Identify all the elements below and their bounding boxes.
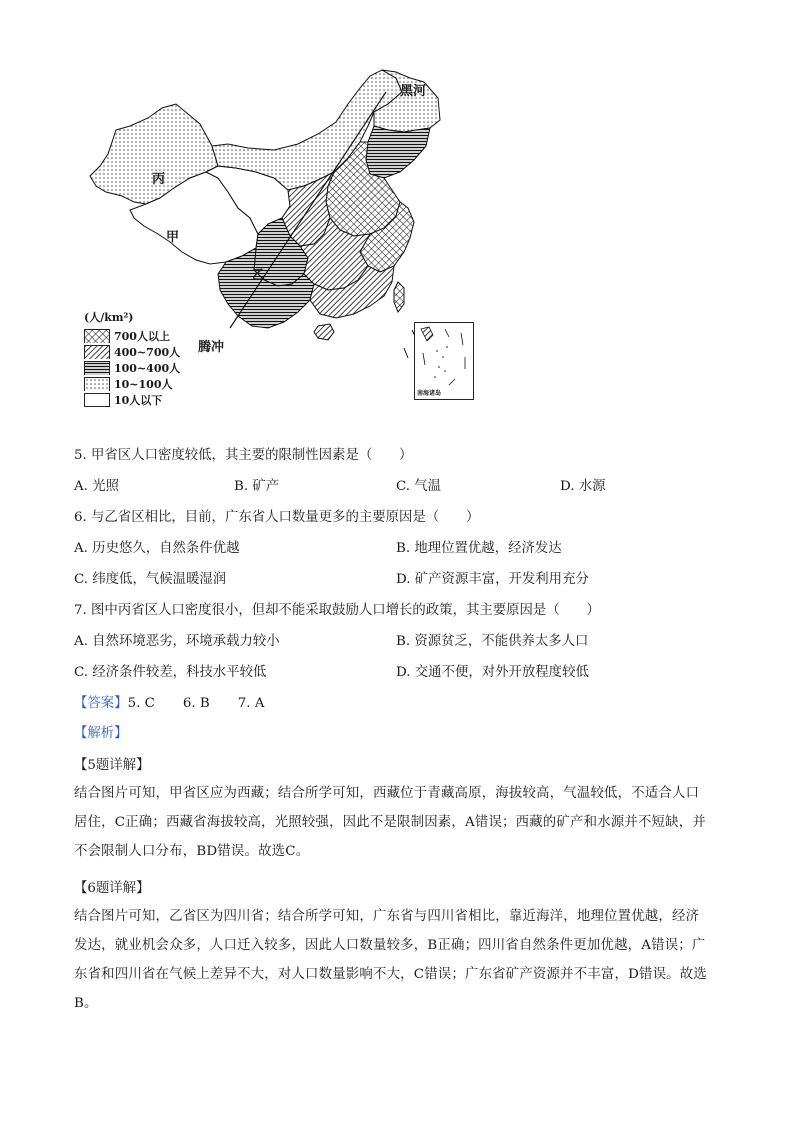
- q7-option-a: A. 自然环境恶劣，环境承载力较小: [74, 634, 280, 649]
- detail-5-line: 不会限制人口分布，BD错误。故选C。: [74, 844, 310, 859]
- legend-label: 700人以上: [114, 330, 170, 343]
- legend-swatch: [84, 377, 110, 391]
- region-taiwan: [394, 282, 404, 312]
- legend-unit: (人/km²): [84, 311, 134, 324]
- q6-option-d: D. 矿产资源丰富，开发利用充分: [396, 572, 589, 587]
- legend-swatch: [84, 345, 110, 359]
- island-dash: [404, 348, 408, 358]
- answer-line: [74, 692, 264, 711]
- legend-swatch: [84, 393, 110, 407]
- legend-label: 100~400人: [114, 362, 181, 375]
- q6-option-a: A. 历史悠久，自然条件优越: [74, 541, 240, 556]
- question-7-stem: 7. 图中丙省区人口密度很小，但却不能采取鼓励人口增长的政策，其主要原因是（ ）: [74, 603, 600, 618]
- q5-option-c: C. 气温: [396, 479, 442, 494]
- q5-option-b: B. 矿产: [234, 479, 280, 494]
- label-bing: 丙: [152, 172, 166, 187]
- legend-item: [84, 360, 204, 376]
- inset-label: 南海诸岛: [417, 390, 442, 397]
- label-heihe: 黑河: [400, 84, 427, 99]
- legend-label: 400~700人: [114, 346, 181, 359]
- q5-option-d: D. 水源: [560, 479, 606, 494]
- legend-item: [84, 376, 204, 392]
- label-tengchong: 腾冲: [198, 340, 225, 355]
- legend-label: 10人以下: [114, 394, 163, 407]
- detail-6-title: 【6题详解】: [74, 881, 150, 896]
- answer-5: 5. C: [127, 696, 155, 711]
- legend-item: [84, 392, 204, 408]
- legend-swatch: [84, 329, 110, 343]
- q7-option-c: C. 经济条件较差，科技水平较低: [74, 665, 267, 680]
- map-legend: [84, 309, 204, 408]
- q7-option-d: D. 交通不便，对外开放程度较低: [396, 665, 589, 680]
- q6-option-c: C. 纬度低，气候温暖湿润: [74, 572, 227, 587]
- legend-swatch: [84, 361, 110, 375]
- answer-6: 6. B: [182, 696, 210, 711]
- detail-6-body: [74, 902, 726, 1018]
- detail-6-line: 结合图片可知，乙省区为四川省；结合所学可知，广东省与四川省相比，靠近海洋，地理位置优越，经济: [74, 909, 700, 924]
- q7-option-b: B. 资源贫乏，不能供养太多人口: [396, 634, 589, 649]
- answer-tag: 【答案】: [74, 696, 128, 711]
- legend-item: [84, 328, 204, 344]
- detail-5-line: 结合图片可知，甲省区应为西藏；结合所学可知，西藏位于青藏高原，海拔较高，气温较低，不适合人口: [74, 786, 700, 801]
- detail-6-line: B。: [74, 996, 98, 1011]
- detail-5-line: 居住，C正确；西藏省海拔较高，光照较强，因此不是限制因素，A错误；西藏的矿产和水源并不短缺，并: [74, 815, 706, 830]
- q5-option-a: A. 光照: [74, 479, 119, 494]
- region-jilin-liaoning: [366, 126, 430, 178]
- q6-option-b: B. 地理位置优越，经济发达: [396, 541, 562, 556]
- south-china-sea-inset: [414, 322, 474, 400]
- detail-5-title: 【5题详解】: [74, 758, 150, 773]
- region-hainan: [314, 324, 334, 340]
- analysis-tag: 【解析】: [74, 726, 128, 741]
- detail-5-body: [74, 779, 726, 866]
- detail-6-line: 东省和四川省在气候上差异不大，对人口数量影响不大，C错误；广东省矿产资源并不丰富，D错误。故选: [74, 967, 707, 982]
- legend-item: [84, 344, 204, 360]
- legend-label: 10~100人: [114, 378, 173, 391]
- label-yi: 乙: [252, 268, 266, 283]
- answer-7: 7. A: [237, 696, 265, 711]
- label-jia: 甲: [166, 230, 180, 245]
- question-5-stem: 5. 甲省区人口密度较低，其主要的限制性因素是（ ）: [74, 448, 413, 463]
- question-6-stem: 6. 与乙省区相比，目前，广东省人口数量更多的主要原因是（ ）: [74, 510, 480, 525]
- detail-6-line: 发达，就业机会众多，人口迁入较多，因此人口数量较多，B正确；四川省自然条件更加优越，A错误；广: [74, 938, 706, 953]
